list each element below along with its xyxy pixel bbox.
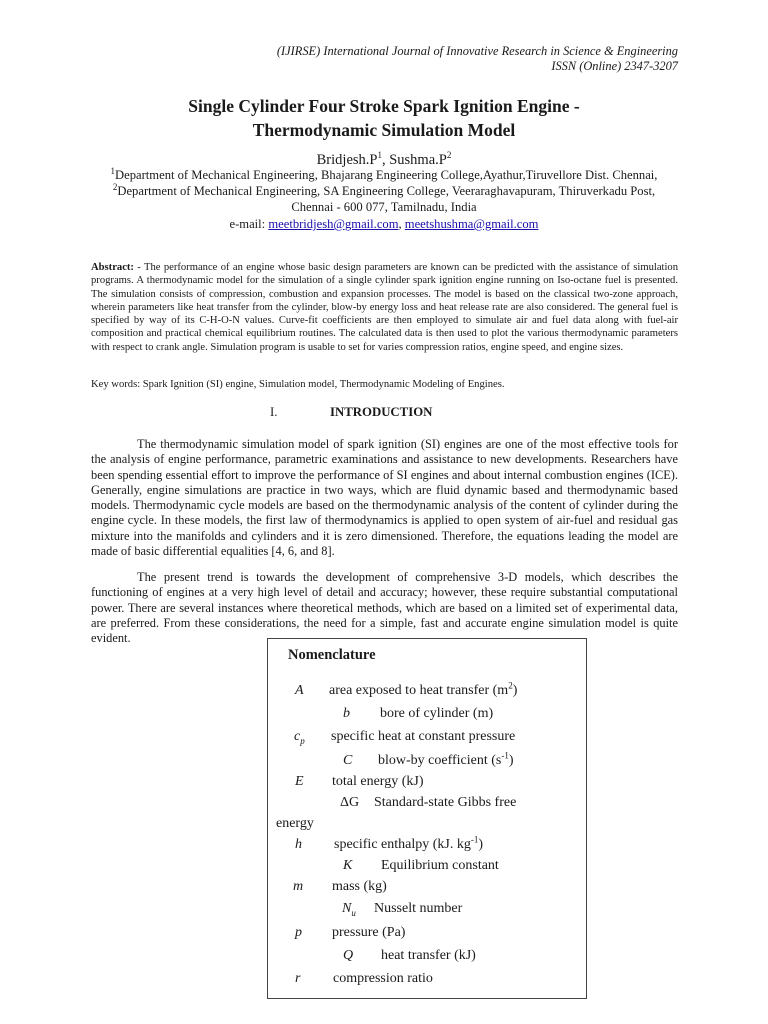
email-line — [0, 216, 768, 232]
nomenclature-description: compression ratio — [333, 971, 433, 986]
nomenclature-symbol: E — [295, 774, 304, 789]
abstract — [91, 261, 678, 354]
symbol-sub: u — [351, 907, 356, 918]
title-line-1: Single Cylinder Four Stroke Spark Ignition Engine - — [188, 96, 580, 116]
section-title: INTRODUCTION — [330, 405, 433, 419]
nomenclature-box — [267, 638, 587, 999]
nomenclature-description: total energy (kJ) — [332, 774, 424, 789]
affiliation-1-mark: 1 — [110, 165, 116, 176]
author-1: Bridjesh.P — [316, 152, 378, 168]
nomenclature-description: pressure (Pa) — [332, 925, 406, 940]
affiliation-2 — [0, 183, 768, 199]
journal-name: (IJIRSE) International Journal of Innovative Research in Science & Engineering — [276, 44, 678, 58]
body-paragraph-2-text: The present trend is towards the development of comprehensive 3-D models, which describes the functioning of engines at a very high level of detail and accuracy; however, these require substantial computational power. There are several instances where theoretical methods, which are based on a limited set of experimental data, are preferred. From these considerations, the need for a simple, fast and accurate engine simulation model is quite evident. — [91, 570, 678, 646]
email-link-1[interactable]: meetbridjesh@gmail.com — [268, 217, 399, 231]
abstract-label: Abstract: — [91, 262, 134, 273]
body-paragraph-1 — [91, 437, 678, 559]
nomenclature-symbol: m — [293, 879, 304, 894]
nomenclature-description: specific heat at constant pressure — [331, 729, 516, 744]
nomenclature-symbol: Q — [343, 948, 354, 963]
desc-text: specific enthalpy (kJ. kg — [334, 837, 471, 852]
email-label: e-mail: — [229, 217, 269, 231]
affiliation-1 — [0, 167, 768, 183]
desc-sup: -1 — [501, 750, 509, 761]
author-1-affil-mark: 1 — [377, 150, 382, 161]
nomenclature-symbol: r — [295, 971, 301, 986]
nomenclature-symbol — [342, 901, 356, 917]
nomenclature-symbol: A — [295, 683, 304, 698]
email-link-2[interactable]: meetshushma@gmail.com — [404, 217, 539, 231]
section-heading — [270, 404, 432, 420]
affiliation-2-text: Department of Mechanical Engineering, SA Engineering College, Veeraraghavapuram, Thiruverkadu Post, — [117, 184, 656, 198]
author-2: Sushma.P — [389, 152, 447, 168]
author-2-affil-mark: 2 — [446, 150, 452, 161]
nomenclature-symbol — [294, 729, 305, 745]
keywords: Key words: Spark Ignition (SI) engine, Simulation model, Thermodynamic Modeling of Engines. — [91, 379, 505, 390]
symbol-main: N — [342, 901, 352, 916]
affiliation-1-text: Department of Mechanical Engineering, Bhajarang Engineering College,Ayathur,Tiruvellore Dist. Chennai, — [115, 168, 658, 182]
symbol-sub: p — [300, 735, 305, 746]
nomenclature-symbol: ΔG — [340, 795, 360, 810]
email-separator: , — [398, 217, 405, 231]
abstract-text: - The performance of an engine whose basic design parameters are known can be predicted with the assistance of simulation programs. A thermodynamic model for the simulation of a single cylinder spark ignition engine running on Iso-octane fuel is presented. The simulation consists of compression, combustion and expansion processes. The model is based on the classical two-zone approach, wherein parameters like heat transfer from the cylinder, blow-by energy loss and heat release rate are also considered. The general fuel is specified by way of its C-H-O-N values. Curve-fit coefficients are then employed to simulate air and fuel data along with fuel-air composition and practical chemical equilibrium routines. The calculated data is then used to plot the various thermodynamic parameters with respect to crank angle. Simulation program is usable to set for varies compression ratios, engine speed, and engine sizes. — [91, 262, 678, 353]
nomenclature-symbol: p — [295, 925, 302, 940]
desc-text: blow-by coefficient (s — [378, 753, 502, 768]
affiliation-2-continued: Chennai - 600 077, Tamilnadu, India — [291, 200, 477, 214]
desc-text: area exposed to heat transfer (m — [329, 683, 509, 698]
nomenclature-description: heat transfer (kJ) — [381, 948, 476, 963]
nomenclature-symbol: C — [343, 753, 353, 768]
title-line-2: Thermodynamic Simulation Model — [252, 120, 516, 140]
nomenclature-description — [329, 680, 518, 699]
desc-after: ) — [512, 683, 518, 698]
desc-after: ) — [508, 753, 514, 768]
nomenclature-symbol: h — [295, 837, 302, 852]
nomenclature-description: bore of cylinder (m) — [380, 706, 494, 721]
journal-issn: ISSN (Online) 2347-3207 — [551, 59, 678, 73]
paper-title — [0, 94, 768, 142]
nomenclature-description — [334, 834, 484, 853]
nomenclature-symbol: b — [343, 706, 350, 721]
nomenclature-description: Equilibrium constant — [381, 858, 499, 873]
author-separator: , — [381, 152, 390, 168]
nomenclature-row-wrap: energy — [276, 816, 314, 831]
body-paragraph-2 — [91, 570, 678, 646]
nomenclature-symbol: K — [343, 858, 353, 873]
desc-sup: -1 — [470, 834, 479, 845]
nomenclature-description: Standard-state Gibbs free — [374, 795, 517, 810]
affiliation-2-mark: 2 — [112, 181, 118, 192]
affiliations — [0, 167, 768, 215]
nomenclature-description: Nusselt number — [374, 901, 463, 916]
symbol-main: c — [294, 729, 301, 744]
nomenclature-heading: Nomenclature — [288, 647, 376, 663]
body-paragraph-1-text: The thermodynamic simulation model of spark ignition (SI) engines are one of the most effective tools for the analysis of engine performance, parametric examinations and assistance to new developments. Researchers have been spending essential effort to improve the performance of SI engines and about internal combustion engines (ICE). Generally, engine simulations are practice in two ways, which are fluid dynamic based and thermodynamic based models. Thermodynamic cycle models are based on the thermodynamic analysis of the content of cylinder during the engine cycle. In these models, the first law of thermodynamics is applied to open system of air-fuel and residual gas mixture into the manifolds and cylinders and it is zero dimensioned. Therefore, the equations leading the model are made of basic differential equalities [4, 6, and 8]. — [91, 437, 678, 559]
desc-sup: 2 — [508, 680, 513, 691]
journal-header — [277, 44, 678, 74]
section-number: I. — [270, 405, 278, 419]
nomenclature-description — [378, 750, 514, 769]
nomenclature-description: mass (kg) — [332, 879, 387, 894]
desc-after: ) — [478, 837, 484, 852]
